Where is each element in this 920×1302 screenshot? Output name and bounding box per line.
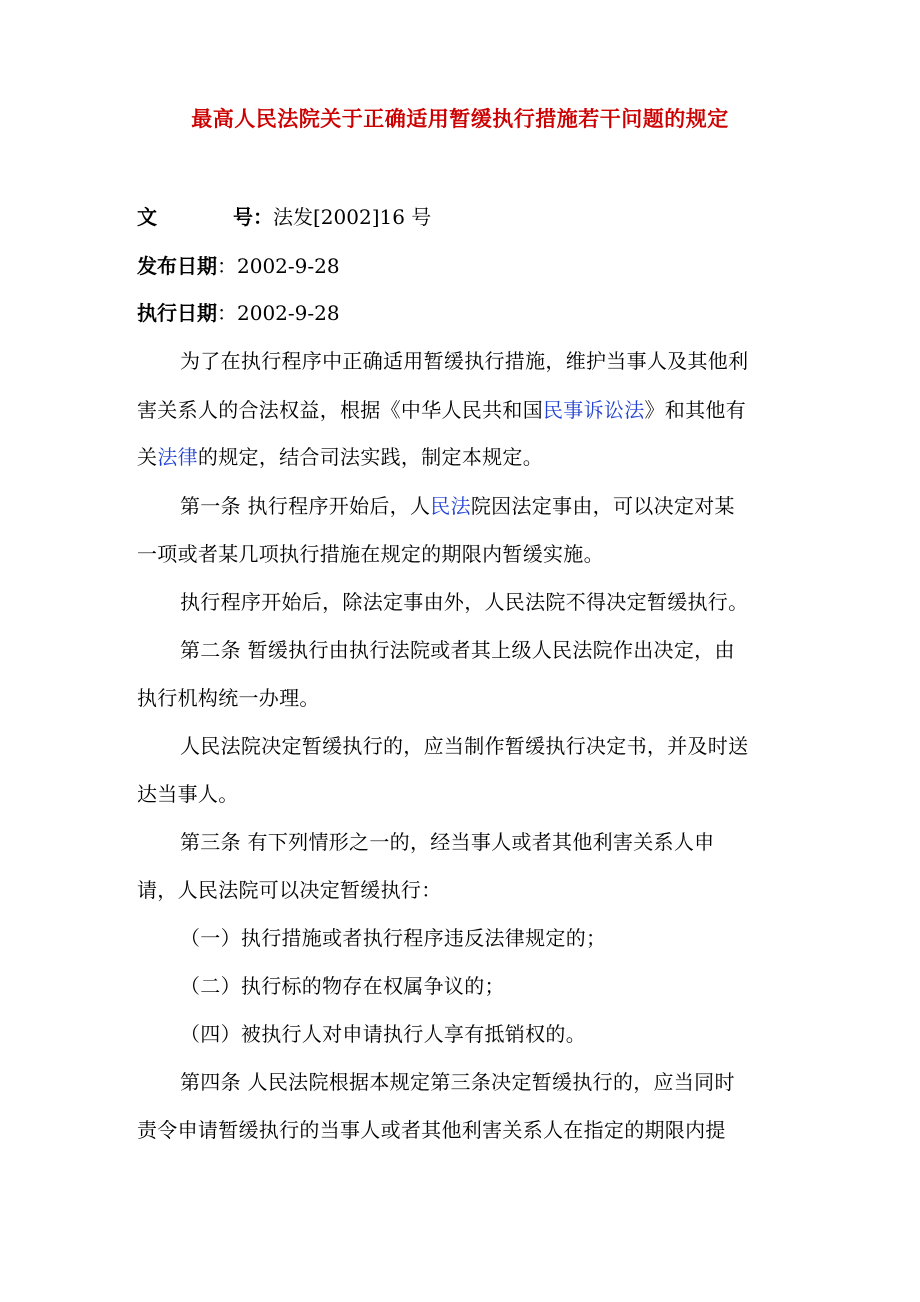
article-1-line-2: 一项或者某几项执行措施在规定的期限内暂缓实施。 xyxy=(137,542,604,566)
article-3-line-2: 请，人民法院可以决定暂缓执行： xyxy=(137,878,442,902)
article-text: 院因法定事由，可以决定对某 xyxy=(470,494,735,518)
article-2-line-2: 执行机构统一办理。 xyxy=(137,686,320,710)
preamble-line-3 xyxy=(137,441,543,470)
preamble-text: 害关系人的合法权益，根据《中华人民共和国 xyxy=(137,398,543,422)
article-text: 第一条 执行程序开始后，人 xyxy=(180,494,431,518)
document-number-row xyxy=(137,201,431,230)
publish-date-row xyxy=(137,250,340,279)
publish-date-label: 发布日期 xyxy=(137,254,217,278)
article-1-paragraph-2: 执行程序开始后，除法定事由外，人民法院不得决定暂缓执行。 xyxy=(180,590,749,614)
document-number-label-b: 号： xyxy=(233,205,273,229)
effective-date-row xyxy=(137,297,340,326)
page-title: 最高人民法院关于正确适用暂缓执行措施若干问题的规定 xyxy=(191,106,729,131)
publish-date-value: 2002-9-28 xyxy=(237,254,340,278)
article-2-paragraph-2-line-1: 人民法院决定暂缓执行的，应当制作暂缓执行决定书，并及时送 xyxy=(180,734,749,758)
effective-date-label: 执行日期 xyxy=(137,301,217,325)
effective-date-colon: ： xyxy=(217,301,237,325)
preamble-text: 的规定，结合司法实践，制定本规定。 xyxy=(197,445,544,469)
article-3-line-1: 第三条 有下列情形之一的，经当事人或者其他利害关系人申 xyxy=(180,830,715,854)
preamble-line-1: 为了在执行程序中正确适用暂缓执行措施，维护当事人及其他利 xyxy=(180,349,749,373)
document-number-label-a: 文 xyxy=(137,205,157,229)
preamble-text: 关 xyxy=(137,445,158,469)
effective-date-value: 2002-9-28 xyxy=(237,301,340,325)
document-number-value: 法发[2002]16 号 xyxy=(273,205,432,229)
preamble-text: 》和其他有 xyxy=(644,398,746,422)
article-1-line-1 xyxy=(180,490,735,519)
civil-law-link[interactable]: 民法 xyxy=(430,494,471,518)
civil-procedure-law-link[interactable]: 民事诉讼法 xyxy=(543,398,645,422)
article-2-paragraph-2-line-2: 达当事人。 xyxy=(137,782,239,806)
law-link[interactable]: 法律 xyxy=(157,445,198,469)
article-4-line-2: 责令申请暂缓执行的当事人或者其他利害关系人在指定的期限内提 xyxy=(137,1118,726,1142)
publish-date-colon: ： xyxy=(217,254,237,278)
article-2-line-1: 第二条 暂缓执行由执行法院或者其上级人民法院作出决定，由 xyxy=(180,638,735,662)
article-3-item-2: （二）执行标的物存在权属争议的； xyxy=(180,974,505,998)
article-3-item-1: （一）执行措施或者执行程序违反法律规定的； xyxy=(180,926,607,950)
article-4-line-1: 第四条 人民法院根据本规定第三条决定暂缓执行的，应当同时 xyxy=(180,1070,735,1094)
article-3-item-4: （四）被执行人对申请执行人享有抵销权的。 xyxy=(180,1022,586,1046)
preamble-line-2 xyxy=(137,394,746,423)
